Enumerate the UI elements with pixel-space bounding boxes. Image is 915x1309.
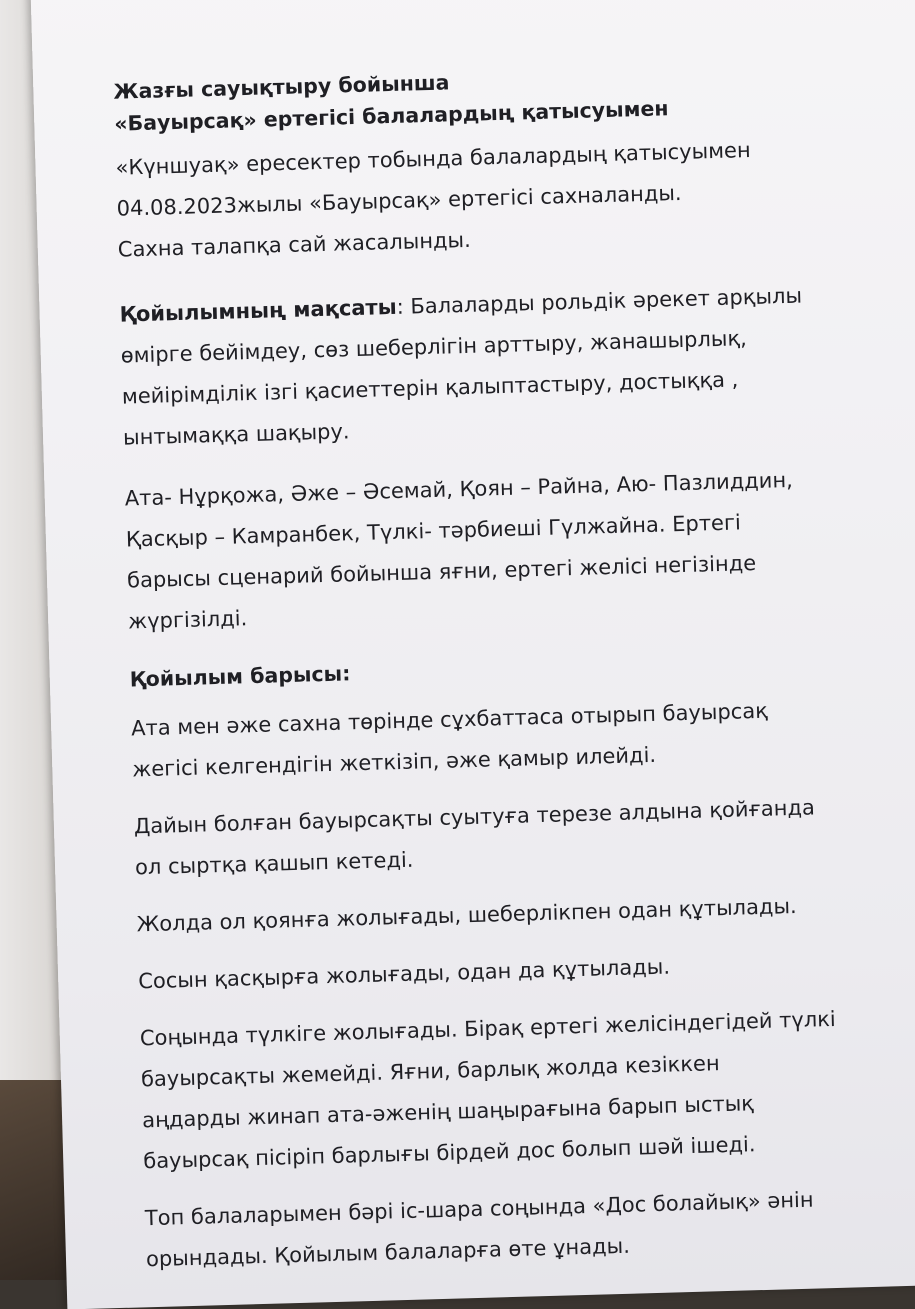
process-line: Соңында түлкіге жолығады. Бірақ ертегі желісіндегідей түлкі (139, 1006, 837, 1051)
intro-paragraph (115, 126, 878, 270)
document-title-line-1: Жазғы сауықтыру бойынша (113, 70, 450, 104)
process-paragraph-2 (133, 785, 895, 888)
goal-paragraph (119, 273, 883, 458)
document-title-line-2: «Бауырсақ» ертегісі балалардың қатысуымен (113, 96, 669, 136)
roles-paragraph (124, 457, 888, 642)
roles-line: Қасқыр – Камранбек, Түлкі- тәрбиеші Гүлжайна. Ертегі (125, 510, 742, 552)
process-line: Жолда ол қоянға жолығады, шеберлікпен одан құтылады. (136, 893, 797, 937)
roles-line: Ата- Нұрқожа, Әже – Әсемай, Қоян – Райна, Аю- Пазлиддин, (124, 467, 794, 511)
intro-line: Сахна талапқа сай жасалынды. (117, 227, 472, 262)
intro-line: 04.08.2023жылы «Бауырсақ» ертегісі сахналанды. (116, 180, 682, 221)
goal-text: : Балаларды рольдік әрекет арқылы (396, 283, 803, 319)
process-line: Дайын болған бауырсақты суытуға терезе алдына қойғанда (133, 795, 816, 839)
goal-line: өмірге бейімдеу, сөз шеберлігін арттыру, жанашырлық, (120, 326, 748, 368)
process-line: бауырсақты жемейді. Яғни, барлық жолда кезіккен (140, 1051, 720, 1092)
process-line: ол сыртқа қашып кетеді. (134, 847, 414, 880)
process-heading: Қойылым барысы: (129, 661, 351, 692)
process-line: Топ балаларымен бәрі іс-шара соңында «Дос болайық» әнін (144, 1187, 814, 1231)
process-line: жегісі келгендігін жеткізіп, әже қамыр илейді. (132, 742, 657, 782)
process-paragraph-1 (131, 687, 893, 790)
roles-line: жүргізілді. (127, 606, 248, 634)
roles-line: барысы сценарий бойынша яғни, ертегі желісі негізінде (126, 550, 757, 593)
paper-sheet (30, 0, 915, 1309)
process-paragraph-6 (144, 1177, 906, 1280)
process-line: Ата мен әже сахна төрінде сұхбаттаса отырып бауырсақ (130, 698, 769, 741)
process-paragraph-4 (138, 940, 899, 1002)
process-line: аңдарды жинап ата-әженің шаңырағына барып ыстық (141, 1091, 755, 1133)
process-paragraph-5 (139, 997, 903, 1182)
goal-label: Қойылымның мақсаты (119, 294, 397, 327)
process-line: бауырсақ пісіріп барлығы бірдей дос болып шәй ішеді. (142, 1132, 756, 1174)
document-body (113, 55, 906, 1281)
process-line: орындады. Қойылым балаларға өте ұнады. (145, 1233, 631, 1272)
intro-line: «Күншуақ» ересектер тобында балалардың қатысуымен (115, 137, 751, 180)
process-line: Сосын қасқырға жолығады, одан да құтылады. (137, 954, 671, 994)
process-paragraph-3 (136, 883, 897, 945)
goal-line: мейірімділік ізгі қасиеттерін қалыптастыру, достыққа , (121, 367, 739, 409)
goal-line: ынтымаққа шақыру. (122, 419, 350, 450)
